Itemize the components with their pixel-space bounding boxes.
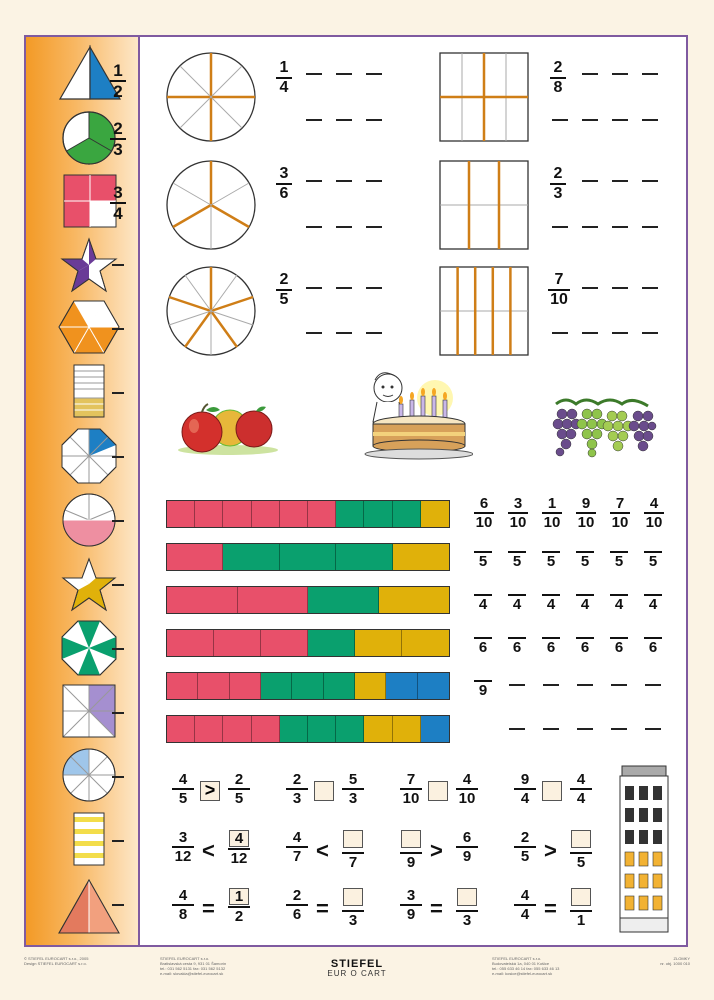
bar-denominator: 5 — [644, 550, 662, 569]
comparison-symbol: > — [430, 838, 443, 863]
side-dash — [112, 712, 124, 714]
bar-denominator: 4 — [576, 593, 594, 612]
compare-right-fraction: 3 — [456, 888, 478, 928]
side-dash — [112, 392, 124, 394]
comparison-box[interactable] — [542, 781, 562, 801]
answer-box[interactable] — [343, 830, 363, 848]
rectangle-strips-icon — [74, 365, 104, 417]
square-quarters-icon — [64, 175, 116, 227]
compare-right-fraction: 2 5 — [228, 772, 250, 806]
circle-sixths-icon — [167, 161, 255, 249]
side-dash — [112, 456, 124, 458]
logo-top-text: STIEFEL — [330, 958, 384, 970]
compare-right-fraction: 5 3 — [342, 772, 364, 806]
apples-illustration — [172, 400, 284, 456]
side-dash — [112, 648, 124, 650]
compare-left-fraction: 2 6 — [286, 888, 308, 922]
fraction-bar-ninths — [166, 672, 450, 700]
shape-fraction: 1 4 — [276, 60, 292, 96]
comparison-box[interactable]: > — [200, 781, 220, 801]
grapes-illustration — [552, 394, 658, 464]
square-purple-icon — [63, 685, 115, 737]
shape-fraction: 7 10 — [548, 272, 570, 308]
side-dash — [112, 840, 124, 842]
comparison-symbol: = — [544, 896, 557, 921]
compare-right-fraction: 4 10 — [456, 772, 478, 806]
shape-fraction: 2 5 — [276, 272, 292, 308]
comparison-symbol: < — [316, 838, 329, 863]
bar-fraction: 4 10 — [645, 495, 663, 531]
bar-fraction: 3 10 — [509, 495, 527, 531]
compare-right-fraction: 1 — [570, 888, 592, 928]
shape-fraction: 2 3 — [550, 166, 566, 202]
circle-pink-icon — [63, 494, 115, 546]
comparison-symbol: = — [202, 896, 215, 921]
answer-box[interactable] — [457, 888, 477, 906]
fraction-bar-sixths — [166, 629, 450, 657]
comparison-symbol: < — [202, 838, 215, 863]
compare-left-fraction: 4 8 — [172, 888, 194, 922]
bar-denominator: 5 — [542, 550, 560, 569]
fraction-bar-fourths — [166, 586, 450, 614]
sidebar-divider — [138, 37, 140, 945]
compare-right-fraction: 7 — [342, 830, 364, 870]
compare-left-fraction: 4 4 — [514, 888, 536, 922]
circle-eighths-icon — [167, 53, 255, 141]
bar-denominator: 5 — [576, 550, 594, 569]
bar-denominator: 5 — [474, 550, 492, 569]
star-purple-icon — [62, 239, 116, 291]
comparison-box[interactable] — [314, 781, 334, 801]
compare-left-fraction: 4 7 — [286, 830, 308, 864]
answer-box[interactable] — [401, 830, 421, 848]
side-fraction: 1 2 — [110, 62, 126, 100]
compare-left-fraction: 3 12 — [172, 830, 194, 864]
compare-right-fraction: 4 4 — [570, 772, 592, 806]
compare-left-fraction: 7 10 — [400, 772, 422, 806]
octagon-blue-icon — [62, 429, 116, 483]
footer-copyright: © STIEFEL EUROCART s.r.o., 2005 Design STIEFEL EUROCART s.r.o. — [24, 956, 89, 966]
compare-left-fraction: 2 3 — [286, 772, 308, 806]
compare-left-fraction: 3 9 — [400, 888, 422, 922]
bar-fraction: 6 10 — [475, 495, 493, 531]
answer-box[interactable] — [571, 830, 591, 848]
comparison-symbol: = — [316, 896, 329, 921]
bar-fraction: 1 10 — [543, 495, 561, 531]
comparison-symbol: > — [544, 838, 557, 863]
bar-denominator: 4 — [542, 593, 560, 612]
circle-tenths-icon — [167, 267, 255, 355]
answer-box[interactable] — [343, 888, 363, 906]
compare-left-fraction: 9 — [400, 830, 422, 870]
bar-denominator: 6 — [542, 636, 560, 655]
building-illustration — [616, 760, 672, 936]
bar-denominator: 4 — [644, 593, 662, 612]
sidebar-shapes — [26, 37, 138, 945]
bar-denominator: 9 — [474, 679, 492, 698]
side-dash — [112, 264, 124, 266]
bar-denominator: 4 — [474, 593, 492, 612]
compare-left-fraction: 9 4 — [514, 772, 536, 806]
rectangle-yellow-strips-icon — [74, 813, 104, 865]
side-dash — [112, 584, 124, 586]
hexagon-orange-icon — [59, 301, 119, 353]
fraction-bar-tenths-2 — [166, 715, 450, 743]
side-dash — [112, 776, 124, 778]
side-dash — [112, 904, 124, 906]
bar-denominator: 6 — [508, 636, 526, 655]
triangle-salmon-icon — [59, 880, 119, 933]
shape-fraction: 2 8 — [550, 60, 566, 96]
side-dash — [112, 328, 124, 330]
circle-thirds-icon — [63, 112, 115, 164]
bar-denominator: 6 — [474, 636, 492, 655]
shape-fraction: 3 6 — [276, 166, 292, 202]
octagon-green-icon — [62, 621, 116, 675]
bar-denominator: 6 — [644, 636, 662, 655]
answer-dashes — [300, 60, 670, 350]
bar-fraction: 9 10 — [577, 495, 595, 531]
bar-denominator: 4 — [610, 593, 628, 612]
footer-address-2: STIEFEL EUROCART s.r.o. Budovatelská 1a, 040 01 Košice tel.: 055 633 46 14 fax: 055 633 46 13 e-mail: kosice@stiefel-eurocart.sk — [492, 956, 560, 976]
fraction-bar-fifths — [166, 543, 450, 571]
side-dash — [112, 520, 124, 522]
compare-left-fraction: 4 5 — [172, 772, 194, 806]
compare-right-fraction: $\frac{1}{2}$ — [228, 888, 250, 924]
logo-bottom-text: EUR O CART — [327, 969, 387, 978]
side-fraction: 3 4 — [110, 184, 126, 222]
bar-blank-dashes — [505, 683, 665, 733]
footer-address-1: STIEFEL EUROCART s.r.o. Bratislavská cesta 9, 931 01 Šamorín tel.: 031 562 5131 fax: 031 562 5132 e-mail: slovakia@stiefel-eurocart.sk — [160, 956, 227, 976]
bar-denominator: 6 — [610, 636, 628, 655]
bar-denominator: 5 — [508, 550, 526, 569]
bar-denominator: 4 — [508, 593, 526, 612]
fraction-bar-tenths — [166, 500, 450, 528]
star-yellow-icon — [63, 559, 115, 610]
footer-order-number: ZLOMKY nr. obj. 1000 010 — [660, 956, 690, 966]
birthday-cake-illustration — [355, 366, 473, 462]
bar-fraction: 7 10 — [611, 495, 629, 531]
grape-cluster — [553, 400, 656, 457]
answer-box[interactable] — [571, 888, 591, 906]
bar-denominator: 6 — [576, 636, 594, 655]
compare-right-fraction: $\frac{4}{12}$ — [228, 830, 250, 866]
bar-denominator: 5 — [610, 550, 628, 569]
stiefel-logo — [318, 958, 396, 978]
comparison-box[interactable] — [428, 781, 448, 801]
compare-right-fraction: 6 9 — [456, 830, 478, 864]
comparison-symbol: = — [430, 896, 443, 921]
compare-left-fraction: 2 5 — [514, 830, 536, 864]
compare-right-fraction: 5 — [570, 830, 592, 870]
compare-right-fraction: 3 — [342, 888, 364, 928]
side-fraction: 2 3 — [110, 120, 126, 158]
circle-lightblue-icon — [63, 749, 115, 801]
